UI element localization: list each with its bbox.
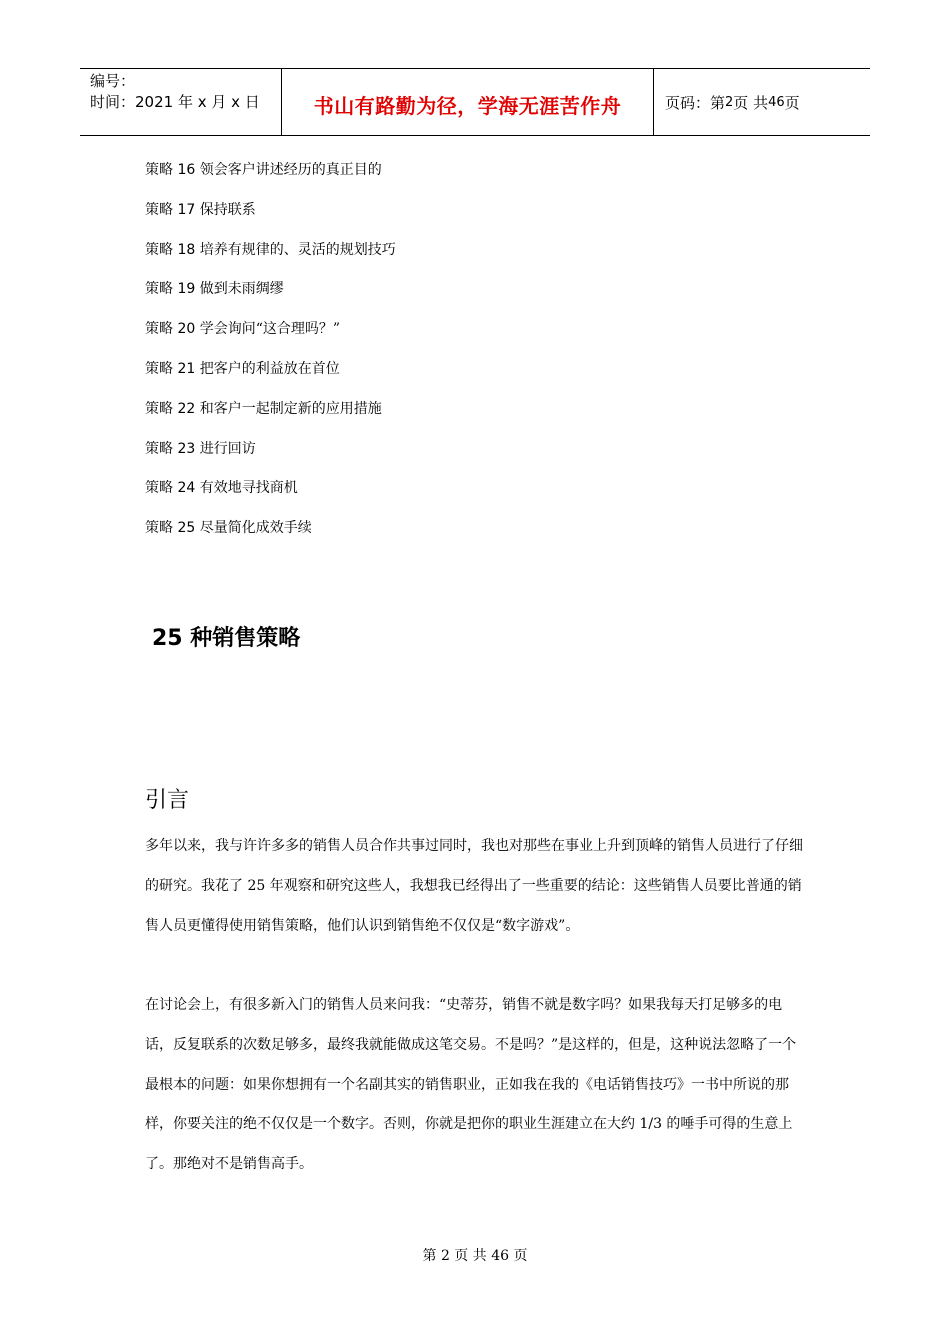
strategy-list (145, 158, 396, 556)
item-number: 16 (177, 162, 196, 178)
list-item (145, 437, 396, 477)
list-item (145, 238, 396, 278)
item-prefix: 策略 (145, 162, 173, 178)
page-suffix: 页 (784, 93, 800, 112)
intro-paragraph-1: 多年以来，我与许许多多的销售人员合作共事过同时，我也对那些在事业上升到顶峰的销售人员进行了仔细的研究。我花了 25 年观察和研究这些人，我想我已经得出了一些重要的结论：这些销售人员要比普通的销售人员更懂得使用销售策略，他们认识到销售绝不仅仅是“数字游戏”。 (145, 838, 803, 934)
item-prefix: 策略 (145, 440, 173, 457)
page-header (80, 68, 870, 136)
item-prefix: 策略 (145, 360, 173, 377)
item-number: 17 (177, 201, 196, 218)
list-item (145, 158, 396, 198)
page-number: 2 (725, 94, 734, 110)
page-total: 46 (768, 94, 785, 110)
item-prefix: 策略 (145, 241, 173, 258)
item-prefix: 策略 (145, 400, 173, 417)
item-text: 尽量简化成效手续 (199, 520, 312, 537)
list-item (145, 397, 396, 437)
header-motto: 书山有路勤为径，学海无涯苦作舟 (313, 93, 622, 118)
page-mid: 页 共 (733, 93, 769, 112)
item-text: 培养有规律的、灵活的规划技巧 (199, 241, 396, 258)
item-text: 进行回访 (199, 440, 256, 457)
item-prefix: 策略 (145, 281, 173, 298)
section-heading: 引言 (145, 788, 190, 813)
date-line: 时间：2021 年 x 月 x 日 (90, 93, 260, 111)
item-prefix: 策略 (145, 480, 173, 497)
item-number: 19 (177, 281, 196, 298)
item-number: 22 (177, 400, 196, 417)
item-number: 20 (177, 321, 196, 338)
item-number: 23 (177, 440, 196, 457)
number-label: 编号： (90, 72, 136, 90)
page-title: 25 种销售策略 (152, 626, 301, 651)
item-number: 21 (177, 360, 196, 377)
list-item (145, 198, 396, 238)
header-motto-cell (282, 69, 654, 135)
item-number: 18 (177, 241, 196, 258)
item-number: 25 (177, 520, 196, 537)
item-text: 学会询问“这合理吗？” (199, 321, 341, 338)
item-text: 把客户的利益放在首位 (199, 360, 340, 377)
item-prefix: 策略 (145, 321, 173, 338)
intro-paragraph-2: 在讨论会上，有很多新入门的销售人员来问我：“史蒂芬，销售不就是数字吗？如果我每天打足够多的电话，反复联系的次数足够多，最终我就能做成这笔交易。不是吗？”是这样的，但是，这种说法忽略了一个最根本的问题：如果你想拥有一个名副其实的销售职业，正如我在我的《电话销售技巧》一书中所说的那样，你要关注的绝不仅仅是一个数字。否则，你就是把你的职业生涯建立在大约 1/3 的唾手可得的生意上了。那绝对不是销售高手。 (145, 997, 797, 1173)
item-text: 和客户一起制定新的应用措施 (199, 400, 382, 417)
page-prefix: 页码：第 (665, 93, 726, 112)
list-item (145, 357, 396, 397)
header-page-info (654, 69, 870, 135)
item-number: 24 (177, 480, 196, 497)
list-item (145, 476, 396, 516)
header-meta (80, 69, 282, 135)
list-item (145, 516, 396, 556)
item-text: 做到未雨绸缪 (199, 281, 284, 298)
list-item (145, 277, 396, 317)
list-item (145, 317, 396, 357)
item-text: 领会客户讲述经历的真正目的 (199, 162, 382, 178)
page-footer: 第 2 页 共 46 页 (422, 1248, 528, 1264)
item-prefix: 策略 (145, 201, 173, 218)
item-text: 保持联系 (199, 201, 256, 218)
item-prefix: 策略 (145, 520, 173, 537)
item-text: 有效地寻找商机 (199, 480, 298, 497)
